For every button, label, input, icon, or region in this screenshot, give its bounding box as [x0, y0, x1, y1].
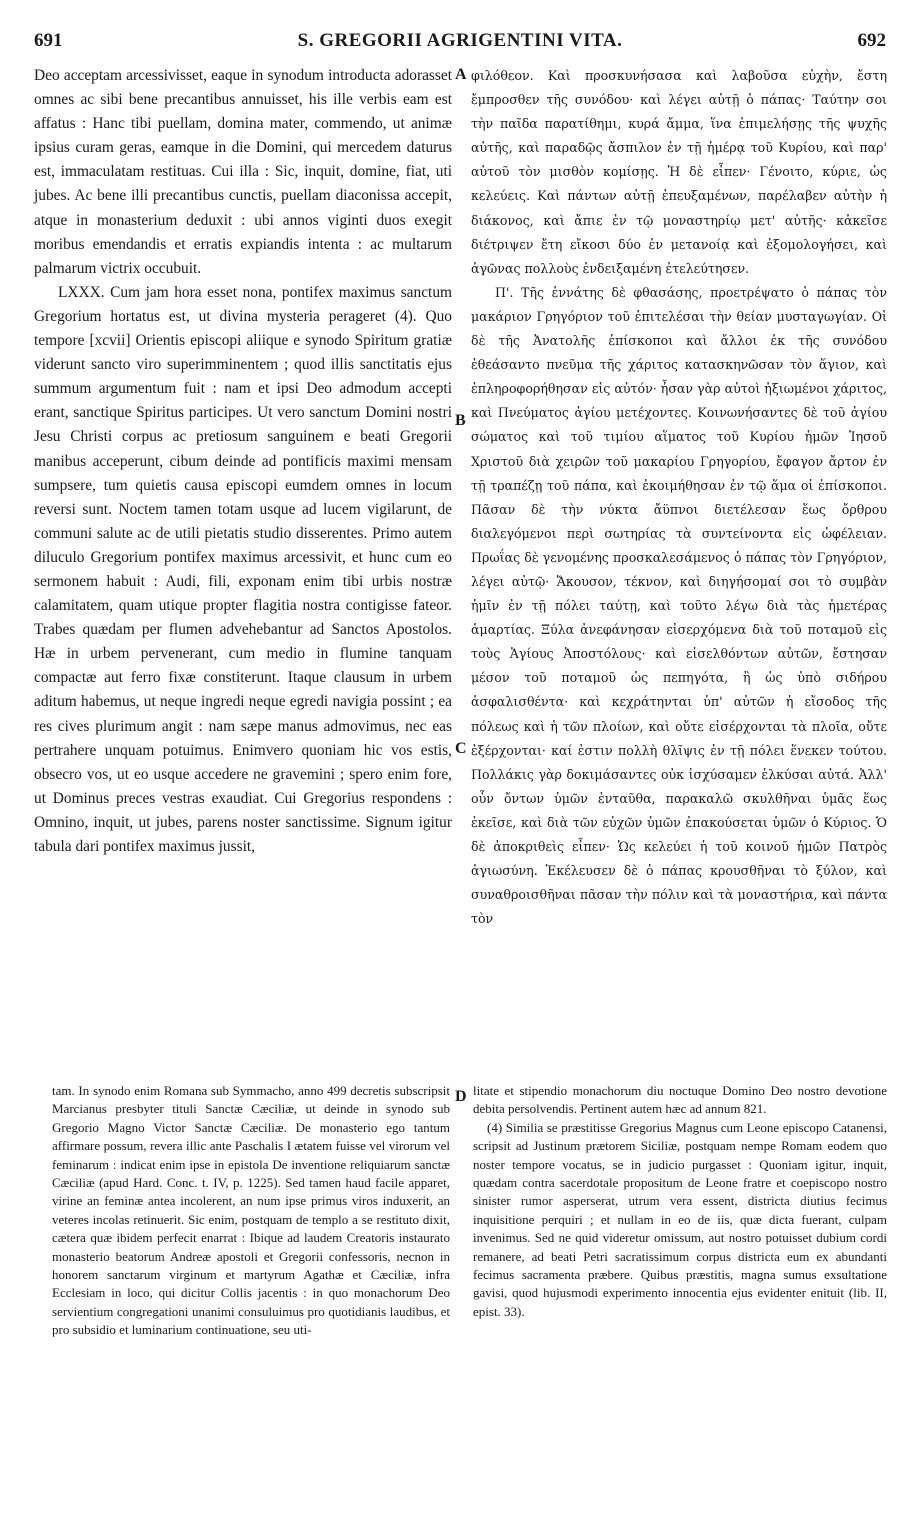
page-header — [32, 30, 888, 60]
greek-paragraph-2: Π'. Τῆς ἐννάτης δὲ φθασάσης, προετρέψατο ὁ πάπας τὸν μακάριον Γρηγόριον τοῦ ἐπιτελέσαι τὴν θείαν μυσταγωγίαν. Οἱ δὲ τῆς Ἀνατολῆς ἐπίσκοποι καὶ ἄλλοι ἐκ τῆς συνόδου ἐθεάσαντο πνεῦμα τῆς χάριτος κατασκηνῶσαν τὸν ἅγιον, καὶ ἐπληροφορήθησαν εἰς αὐτόν· ἦσαν γὰρ αὐτοὶ ἠξιωμένοι χάριτος, καὶ Πνεύματος ἁγίου μετέχοντες. Κοινωνήσαντες δὲ τοῦ ἁγίου σώματος καὶ τοῦ τιμίου αἵματος τοῦ Κυρίου ἡμῶν Ἰησοῦ Χριστοῦ διὰ χειρῶν τοῦ μακαρίου Γρηγορίου, ἔφαγον ἄρτον ἐν τῇ τραπέζῃ τοῦ πάπα, καὶ ἐκοιμήθησαν ἐν τῷ ἅμα οἱ ἐπίσκοποι. Πᾶσαν δὲ τὴν νύκτα ἄϋπνοι διετέλεσαν ἕως ὄρθρου διαλεγόμενοι περὶ σωτηρίας τὰ συντείνοντα εἰς ὠφέλειαν. Πρωΐας δὲ γενομένης προσκαλεσάμενος ὁ πάπας τὸν Γρηγόριον, λέγει αὐτῷ· Ἄκουσον, τέκνον, καὶ διηγήσομαί σοι τὸ συμβὰν ἡμῖν ἐν τῇ πόλει ταύτῃ, καὶ τοῦτο λέγω διὰ τὰς ἡμετέρας ἁμαρτίας. Ξύλα ἀνεφάνησαν εἰσερχόμενα διὰ τοῦ ποταμοῦ εἰς τοὺς Ἁγίους Ἀποστόλους· καὶ εἰσελθόντων αὐτῶν, ἔστησαν μέσον τοῦ ποταμοῦ ὡς πεπηγότα, ἢ ὡς ὑπὸ σιδήρου ἀσφαλισθέντα· καὶ κεχράτηνται ὑπ' αὐτῶν ἡ εἴσοδος τῆς πόλεως καὶ ἡ τῶν πλοίων, καὶ οὔτε εἰσέρχονται τὰ πλοῖα, οὔτε ἐξέρχονται· καί ἐστιν πολλὴ θλῖψις ἐν τῇ πόλει ἕνεκεν τούτου. Πολλάκις γὰρ δοκιμάσαντες οὐκ ἰσχύσαμεν ἑλκύσαι αὐτά. Ἀλλ' οὖν ὄντων ὑμῶν ἐνταῦθα, παρακαλῶ σκυλθῆναι ὑμᾶς ἕως ἐκεῖσε, καὶ διὰ τῶν εὐχῶν ὑμῶν ἐπακούσεται ὑμῶν ὁ Κύριος. Ὁ δὲ ἀποκριθεὶς εἶπεν· Ὡς κελεύει ἡ τοῦ κοινοῦ ἡμῶν Πατρὸς ἁγιωσύνη. Ἐκέλευσεν δὲ ὁ πάπας κρουσθῆναι τὸ ξύλον, καὶ συναθροισθῆναι πᾶσαν τὴν πόλιν καὶ τὰ μοναστήρια, καὶ πάντα τὸν — [471, 284, 887, 927]
footnotes-left — [52, 1082, 450, 1340]
margin-marker-d: D — [455, 1088, 467, 1105]
footnote-4: (4) Similia se præstitisse Gregorius Magnus cum Leone episcopo Catanensi, scripsit ad Justinum prætorem Siciliæ, postquam nempe Romam eodem quo noster tempore vocatus, se in judicio purgasset : Quoniam igitur, inquit, quædam contra sacerdotale propositum de Leone fratre et coepiscopo nostro sinister rumor asperserat, utrum vera essent, districta diutius fecimus inquisitione perquiri ; et nullam in eo de iis, quæ dicta fuerant, culpam invenimus. Sed ne quid videretur omissum, aut nostro potuisset dubium cordi remanere, ad beati Petri sacratissimum corpus districta eum ex abundanti fecimus sacramenta præbere. Quibus præstitis, magna sumus exsultatione gavisi, quod hujusmodi experimento innocentia ejus evidenter enituit (lib. II, epist. 33). — [473, 1119, 887, 1319]
latin-paragraph-2: LXXX. Cum jam hora esset nona, pontifex maximus sanctum Gregorium hortatus est, ut divina mysteria perageret (4). Quo tempore [xcvii] Orientis episcopi aliique e synodo Spiritum gratiæ viderunt sancto viro superimminentem ; quod illis sanctitatis ejus summum argumentum fuit : nam et ipsi Deo admodum accepti erant, sanctique Spiritus participes. Ut vero sanctum Domini nostri Jesu Christi corpus ac pretiosum sanguinem e beati Gregorii manibus acceperunt, cibum deinde ad pontificis maximi mensam sumpsere, tum quietis causa episcopi eumdem omnes in locum reversi sunt. Noctem tamen totam usque ad lucem vigilarunt, de communi salute ac de utili pietatis studio disserentes. Primo autem diluculo Gregorium pontifex maximus arcessivit, et hunc cum eo sermonem habuit : Audi, fili, exponam enim tibi urbis nostræ calamitatem, quam utique propter flagitia nostra contigisse fateor. Trabes quædam per flumen advehebantur ad Sanctos Apostolos. Hæ in urbem pervenerant, cum medio in flumine tanquam compactæ aut ferro fixæ constiterunt. Itaque clausum in urbem aditum habemus, ut neque ingredi neque egredi navigia possint ; ea res cives plurimum angit : nam sæpe manus admovimus, nec eas pertrahere unquam potuimus. Enimvero quoniam hic vos estis, obsecro vos, ut eo usque accedere ne gravemini ; spero enim fore, ut Dominus preces vestras exaudiat. Cui Gregorius respondens : Omnino, inquit, ut jubes, parens noster sanctissime. Signum igitur tabula dari pontifex maximus jussit, — [34, 283, 452, 855]
footnotes-right — [473, 1082, 887, 1321]
running-title: S. GREGORII AGRIGENTINI VITA. — [297, 30, 623, 51]
margin-marker-a: A — [455, 66, 467, 83]
greek-column — [471, 64, 887, 931]
greek-paragraph-1: φιλόθεον. Καὶ προσκυνήσασα καὶ λαβοῦσα εὐχὴν, ἔστη ἔμπροσθεν τῆς συνόδου· καὶ λέγει αὐτῇ ὁ πάπας· Ταύτην σοι τὴν παῖδα παρατίθημι, κυρά ἄμμα, ἵνα ἐπιμελήσῃς τῆς ψυχῆς αὐτῆς, καὶ παραδῷς ἄσπιλον ἐν τῇ ἡμέρᾳ τοῦ Κυρίου, καὶ παρ' αὐτοῦ τὸν μισθὸν κομίσῃς. Ἡ δὲ εἶπεν· Γένοιτο, κύριε, ὡς κελεύεις. Καὶ πάντων αὐτῇ ἐπευξαμένων, παρέλαβεν αὐτὴν ἡ διάκονος, καὶ ἄπιε ἐν τῷ μοναστηρίῳ μετ' αὐτῆς· κἀκεῖσε διέτριψεν ἔτη εἴκοσι δύο ἐν μετανοίᾳ καὶ ἐξομολογήσει, καὶ ἀγῶνας πολλοὺς ἐνδειξαμένη ἐτελεύτησεν. — [471, 68, 887, 276]
latin-column — [34, 64, 452, 859]
latin-paragraph-1: Deo acceptam arcessivisset, eaque in synodum introducta adorasset omnes ac sibi bene precantibus annuisset, his ille verbis eam est affatus : Hanc tibi puellam, domina mater, commendo, ut animæ ipsius curam geras, eamque in die Domini, qui mercedem daturus est, immaculatam restituas. Cui illa : Sic, inquit, domine, fiat, uti jubes. Ac bene illi precantibus cunctis, puellam diaconissa accepit, atque in monasterium deduxit : ubi annos viginti duos exegit moribus emendandis et erratis expiandis intenta : ac multarum palmarum victrix occubuit. — [34, 67, 452, 277]
page-number-left: 691 — [34, 30, 63, 51]
footnote-continuation: tam. In synodo enim Romana sub Symmacho, anno 499 decretis subscripsit Marcianus presbyter tituli Sanctæ Cæciliæ, ut deinde in synodo sub Gregorio Magno Victor Sanctæ Cæciliæ. De monasterio ego tantum affirmare possum, revera illic ante Paschalis I ætatem fuisse vel virorum vel feminarum : indicat enim ipse in epistola De inventione reliquiarum sanctæ Cæciliæ (apud Hard. Conc. t. IV, p. 1225). Sed tamen haud facile apparet, virine an feminæ antea incolerent, an num ipse primus viros induxerit, an veteres incolas retinuerit. Sic enim, postquam de templo a se restituto dixit, cætera quæ ibidem perfecit enarrat : Ibique ad laudem Creatoris instaurato monasterio beatorum Andreæ apostoli et Gregorii confessoris, necnon in honorem sanctarum virginum et martyrum Agathæ et Cæciliæ, infra Ecclesiam in loco, qui dicitur Collis jacentis : in quo monachorum Deo servientium congregationi unanimi consuluimus pro quotidianis laudibus, et pro subsidio et luminarium continuatione, seu uti- — [52, 1083, 450, 1338]
margin-marker-c: C — [455, 740, 467, 757]
footnote-continuation-end: litate et stipendio monachorum diu noctuque Domino Deo nostro devotione debita persolvendis. Pertinent autem hæc ad annum 821. — [473, 1083, 887, 1117]
page-number-right: 692 — [857, 30, 886, 51]
margin-marker-b: B — [455, 412, 466, 429]
